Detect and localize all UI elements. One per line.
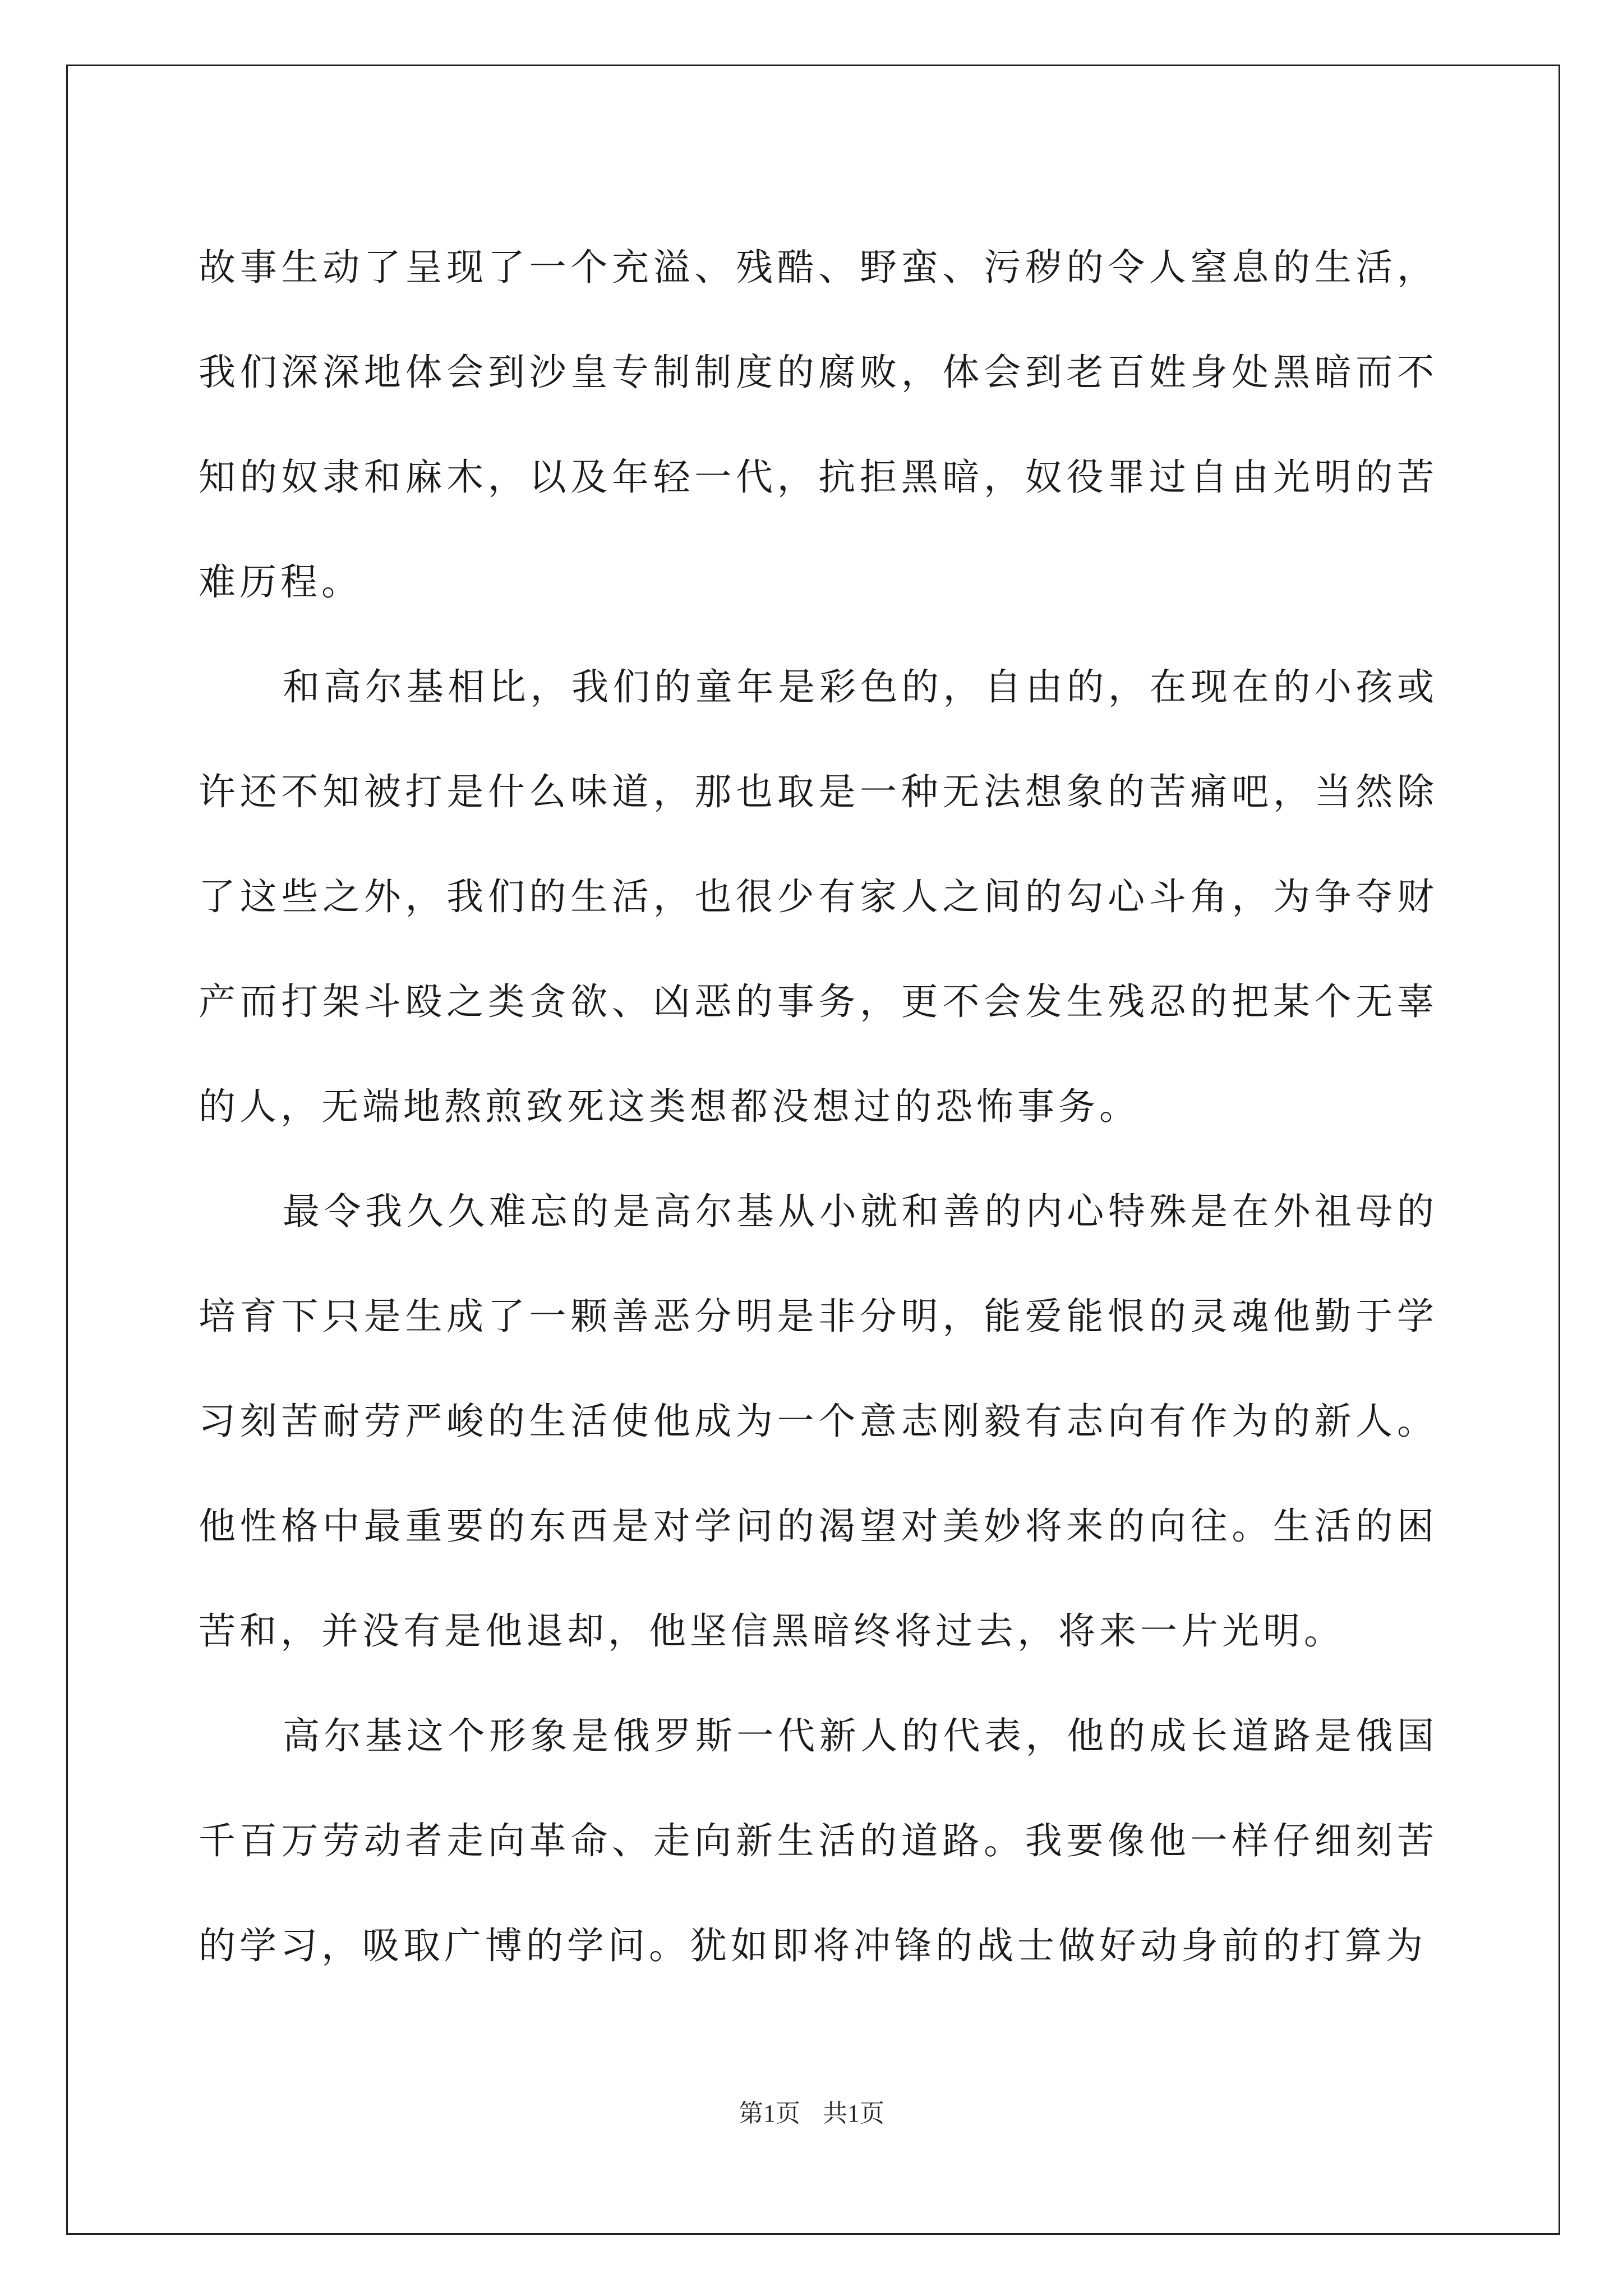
document-body	[199, 215, 1438, 1998]
page-number: 第1页	[739, 2100, 800, 2127]
paragraph-4: 高尔基这个形象是俄罗斯一代新人的代表，他的成长道路是俄国千百万劳动者走向革命、走向新生活的道路。我要像他一样仔细刻苦的学习，吸取广博的学问。犹如即将冲锋的战士做好动身前的打算为	[199, 1714, 1438, 1967]
paragraph-1: 故事生动了呈现了一个充溢、残酷、野蛮、污秽的令人窒息的生活，我们深深地体会到沙皇专制制度的腐败，体会到老百姓身处黑暗而不知的奴隶和麻木，以及年轻一代，抗拒黑暗，奴役罪过自由光明的苦难历程。	[199, 246, 1438, 604]
page-footer	[0, 2093, 1623, 2129]
paragraph-3: 最令我久久难忘的是高尔基从小就和善的内心特殊是在外祖母的培育下只是生成了一颗善恶分明是非分明，能爱能恨的灵魂他勤于学习刻苦耐劳严峻的生活使他成为一个意志刚毅有志向有作为的新人。他性格中最重要的东西是对学问的渴望对美妙将来的向往。生活的困苦和，并没有是他退却，他坚信黑暗终将过去，将来一片光明。	[199, 1190, 1438, 1653]
total-pages: 共1页	[823, 2100, 884, 2127]
paragraph-2: 和高尔基相比，我们的童年是彩色的，自由的，在现在的小孩或许还不知被打是什么味道，那也取是一种无法想象的苦痛吧，当然除了这些之外，我们的生活，也很少有家人之间的勾心斗角，为争夺财产而打架斗殴之类贪欲、凶恶的事务，更不会发生残忍的把某个无辜的人，无端地熬煎致死这类想都没想过的恐怖事务。	[199, 665, 1438, 1128]
